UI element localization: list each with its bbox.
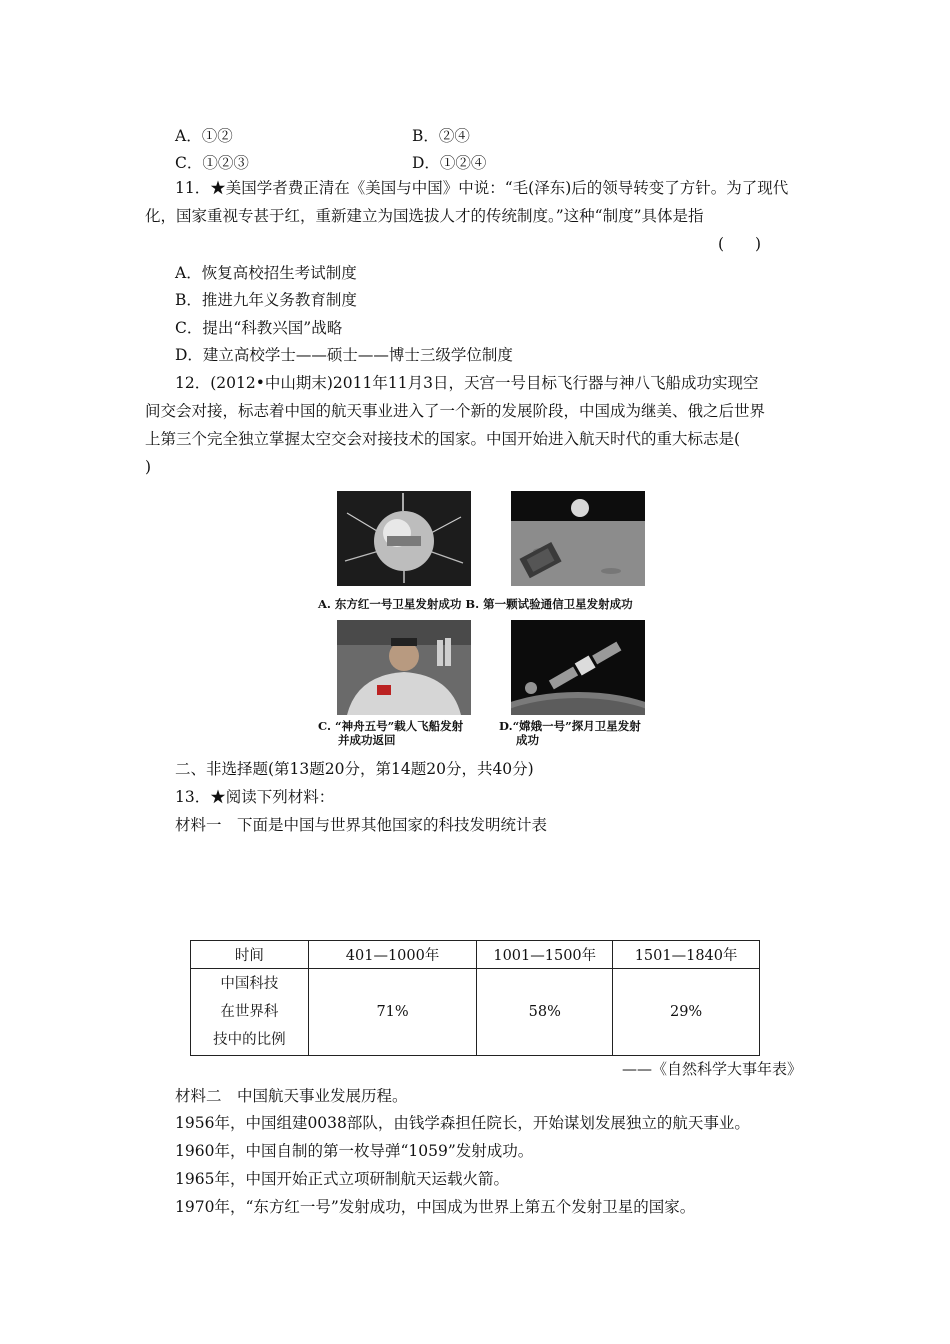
photo-satellite-d — [511, 620, 645, 715]
q13-heading: 13．★阅读下列材料： — [175, 788, 335, 806]
q11-option-c: C．提出“科教兴国”战略 — [175, 319, 343, 337]
q11-option-b: B．推进九年义务教育制度 — [175, 291, 357, 309]
q11-stem-line2: 化，国家重视专甚于红，重新建立为国选拔人才的传统制度。”这种“制度”具体是指 — [145, 207, 704, 225]
lunar-probe-image — [511, 620, 645, 715]
q11-option-a: A．恢复高校招生考试制度 — [175, 264, 357, 282]
row-label-line: 技中的比例 — [213, 1032, 286, 1048]
q10-option-a: A．①② — [175, 127, 233, 145]
q13-material2-title: 材料二 中国航天事业发展历程。 — [175, 1087, 408, 1105]
q12-stem-line2: 间交会对接，标志着中国的航天事业进入了一个新的发展阶段，中国成为继美、俄之后世界 — [145, 402, 766, 420]
event-item: 1970年，“东方红一号”发射成功，中国成为世界上第五个发射卫星的国家。 — [175, 1198, 696, 1216]
row-label-line: 中国科技 — [220, 976, 279, 992]
section2-heading: 二、非选择题(第13题20分，第14题20分，共40分) — [175, 760, 534, 778]
caption-d-line1: D.“嫦娥一号”探月卫星发射 — [499, 719, 641, 733]
event-item: 1965年，中国开始正式立项研制航天运载火箭。 — [175, 1170, 509, 1188]
row-label-line: 在世界科 — [220, 1004, 279, 1020]
table-header-cell: 401—1000年 — [308, 941, 477, 969]
caption-d-line2: 成功 — [516, 733, 539, 747]
table-header-cell: 1001—1500年 — [477, 941, 613, 969]
photo-astronaut-c — [337, 620, 471, 715]
stats-table — [190, 940, 760, 1056]
table-header-row — [191, 941, 760, 969]
q10-option-b: B．②④ — [412, 127, 470, 145]
table-header-cell: 1501—1840年 — [613, 941, 760, 969]
q12-stem-line3: 上第三个完全独立掌握太空交会对接技术的国家。中国开始进入航天时代的重大标志是( — [145, 430, 741, 448]
table-source: ——《自然科学大事年表》 — [621, 1060, 802, 1078]
q12-stem-line4: ) — [145, 458, 152, 476]
q10-option-d: D．①②④ — [412, 154, 487, 172]
table-row — [191, 969, 760, 1056]
q10-option-c: C．①②③ — [175, 154, 249, 172]
caption-ab: A. 东方红一号卫星发射成功 B. 第一颗试验通信卫星发射成功 — [318, 597, 633, 611]
photo-satellite-b — [511, 491, 645, 586]
table-cell: 29% — [613, 969, 760, 1056]
q11-stem-line1: 11．★美国学者费正清在《美国与中国》中说：“毛(泽东)后的领导转变了方针。为了现代 — [175, 179, 789, 197]
q13-material1-title: 材料一 下面是中国与世界其他国家的科技发明统计表 — [175, 816, 548, 834]
table-header-cell: 时间 — [191, 941, 309, 969]
table-row-label — [191, 969, 309, 1056]
photo-satellite-a — [337, 491, 471, 586]
caption-c-line1: C. “神舟五号”载人飞船发射 — [318, 719, 464, 733]
satellite-image — [337, 491, 471, 586]
q11-answer-bracket: ( ) — [718, 235, 762, 253]
table-cell: 58% — [477, 969, 613, 1056]
astronaut-image — [337, 620, 471, 715]
event-item: 1960年，中国自制的第一枚导弹“1059”发射成功。 — [175, 1142, 534, 1160]
q12-stem-line1: 12．(2012•中山期末)2011年11月3日，天宫一号目标飞行器与神八飞船成功实现空 — [175, 374, 759, 392]
table-cell: 71% — [308, 969, 477, 1056]
event-item: 1956年，中国组建0038部队，由钱学森担任院长，开始谋划发展独立的航天事业。 — [175, 1114, 750, 1132]
moon-surface-image — [511, 491, 645, 586]
caption-c-line2: 并成功返回 — [338, 733, 396, 747]
q11-option-d: D．建立高校学士——硕士——博士三级学位制度 — [175, 346, 513, 364]
